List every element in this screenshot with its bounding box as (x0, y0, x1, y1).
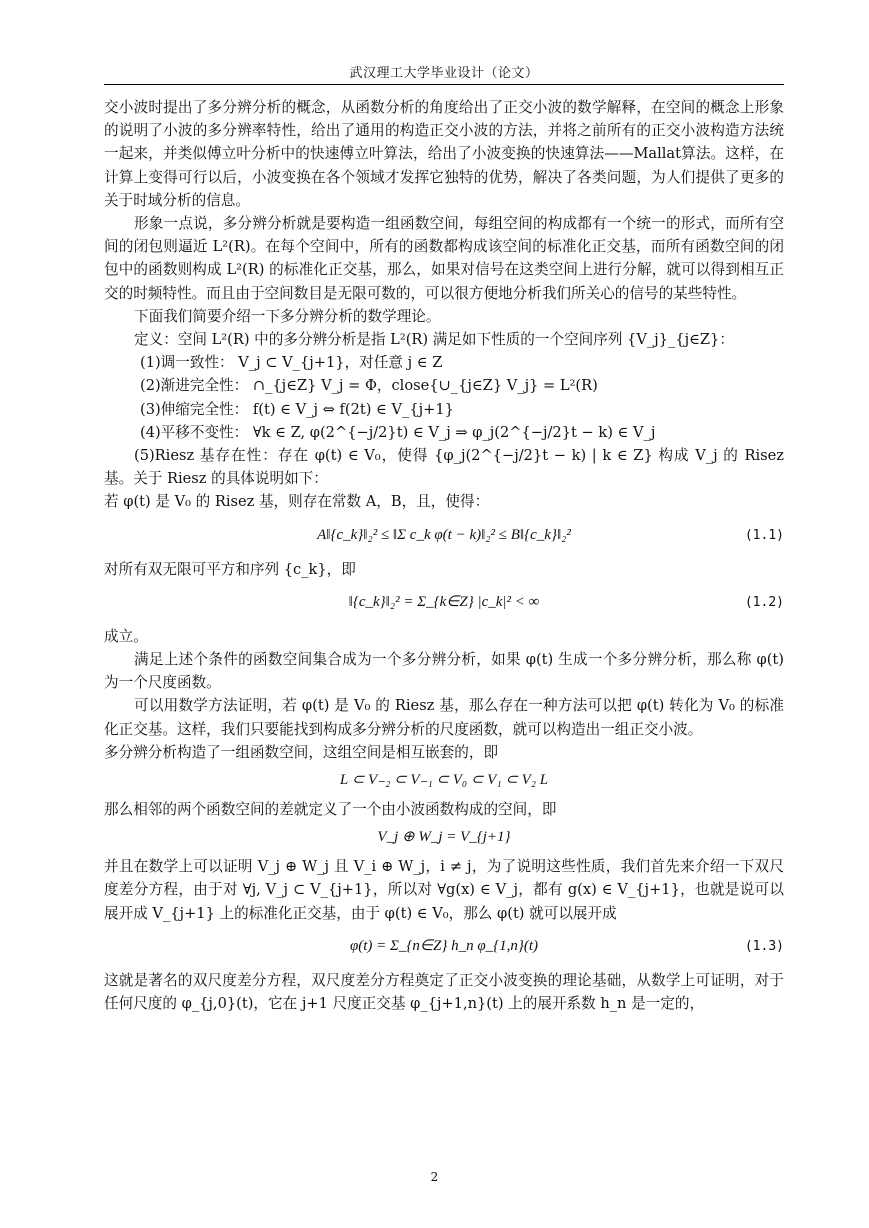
equation-number: (1.2) (744, 594, 784, 610)
paragraph: 交小波时提出了多分辨分析的概念，从函数分析的角度给出了正交小波的数学解释，在空间的概念上形象的说明了小波的多分辨率特性，给出了通用的构造正交小波的方法，并将之前所有的正交小波构造方法统一起来，并类似傅立叶分析中的快速傅立叶算法，给出了小波变换的快速算法——Mallat算法。这样，在计算上变得可行以后，小波变换在各个领域才发挥它独特的优势，解决了各类问题，为人们提供了更多的关于时域分析的信息。 (104, 99, 784, 209)
paragraph: 可以用数学方法证明，若 φ(t) 是 V₀ 的 Riesz 基，那么存在一种方法可以把 φ(t) 转化为 V₀ 的标准化正交基。这样，我们只要能找到构成多分辨分析的尺度函数，就可以构造出一组正交小波。 (104, 697, 784, 738)
property-item: (5)Riesz 基存在性：存在 φ(t) ∈ V₀，使得 {φ_j(2^{−j/2}t − k) | k ∈ Z} 构成 V_j 的 Risez 基。关于 Riesz 的具体说明如下： (104, 447, 784, 488)
paragraph: 多分辨分析构造了一组函数空间，这组空间是相互嵌套的，即 (104, 743, 499, 761)
equation-number: (1.1) (744, 527, 784, 543)
equation-1-2 (104, 581, 784, 625)
running-header: 武汉理工大学毕业设计（论文） (349, 66, 539, 81)
property-item: (1)调一致性： V_j ⊂ V_{j+1}，对任意 j ∈ Z (140, 354, 443, 372)
equation-nested-spaces (104, 764, 784, 798)
page-number: 2 (430, 1170, 439, 1184)
definition: 定义：空间 L²(R) 中的多分辨分析是指 L²(R) 满足如下性质的一个空间序列 {V_j}_{j∈Z}： (134, 331, 734, 349)
paragraph: 成立。 (104, 627, 148, 645)
property-item: (2)渐进完全性： ∩_{j∈Z} V_j = Φ，close{∪_{j∈Z} V_j} = L²(R) (140, 377, 598, 395)
equation-1-3 (104, 925, 784, 969)
paragraph: 满足上述个条件的函数空间集合成为一个多分辨分析，如果 φ(t) 生成一个多分辨分析，那么称 φ(t) 为一个尺度函数。 (104, 651, 784, 692)
equation-expression: ‖{c_k}‖₂² = Σ_{k∈Z} |c_k|² < ∞ (348, 593, 540, 610)
equation-number: (1.3) (744, 938, 784, 954)
paragraph: 对所有双无限可平方和序列 {c_k}，即 (104, 560, 356, 578)
equation-1-1 (104, 514, 784, 558)
equation-expression: φ(t) = Σ_{n∈Z} h_n φ_{1,n}(t) (349, 937, 539, 954)
property-item: (3)伸缩完全性： f(t) ∈ V_j ⇔ f(2t) ∈ V_{j+1} (140, 400, 454, 418)
equation-expression: V_j ⊕ W_j = V_{j+1} (377, 829, 511, 846)
page-body (104, 96, 784, 1015)
header-rule (104, 84, 784, 85)
paragraph: 这就是著名的双尺度差分方程，双尺度差分方程奠定了正交小波变换的理论基础，从数学上可证明，对于任何尺度的 φ_{j,0}(t)，它在 j+1 尺度正交基 φ_{j+1,n}(t) 上的展开系数 h_n 是一定的， (104, 971, 784, 1013)
property-item: (4)平移不变性： ∀k ∈ Z, φ(2^{−j/2}t) ∈ V_j ⇒ φ_j(2^{−j/2}t − k) ∈ V_j (140, 423, 656, 441)
paragraph: 并且在数学上可以证明 V_j ⊕ W_j 且 V_i ⊕ W_j，i ≠ j，为了说明这些性质，我们首先来介绍一下双尺度差分方程，由于对 ∀j, V_j ⊂ V_{j+1}，所以对 ∀g(x) ∈ V_j，都有 g(x) ∈ V_{j+1}，也就是说可以展开成 V_{j+1} 上的标准化正交基，由于 φ(t) ∈ V₀，那么 φ(t) 就可以展开成 (104, 858, 784, 922)
paragraph: 那么相邻的两个函数空间的差就定义了一个由小波函数构成的空间，即 (104, 801, 557, 819)
paragraph: 若 φ(t) 是 V₀ 的 Risez 基，则存在常数 A，B，且，使得： (104, 493, 490, 511)
equation-direct-sum (104, 821, 784, 855)
equation-expression: L ⊂ V₋₂ ⊂ V₋₁ ⊂ V₀ ⊂ V₁ ⊂ V₂ L (339, 772, 549, 789)
paragraph: 形象一点说，多分辨分析就是要构造一组函数空间，每组空间的构成都有一个统一的形式，而所有空间的闭包则逼近 L²(R)。在每个空间中，所有的函数都构成该空间的标准化正交基，而所有函数空间的闭包中的函数则构成 L²(R) 的标准化正交基，那么，如果对信号在这类空间上进行分解，就可以得到相互正交的时频特性。而且由于空间数目是无限可数的，可以很方便地分析我们所关心的信号的某些特性。 (104, 215, 784, 302)
paragraph: 下面我们简要介绍一下多分辨分析的数学理论。 (134, 307, 441, 325)
equation-expression: A‖{c_k}‖₂² ≤ ‖Σ c_k φ(t − k)‖₂² ≤ B‖{c_k}‖₂² (317, 526, 571, 543)
